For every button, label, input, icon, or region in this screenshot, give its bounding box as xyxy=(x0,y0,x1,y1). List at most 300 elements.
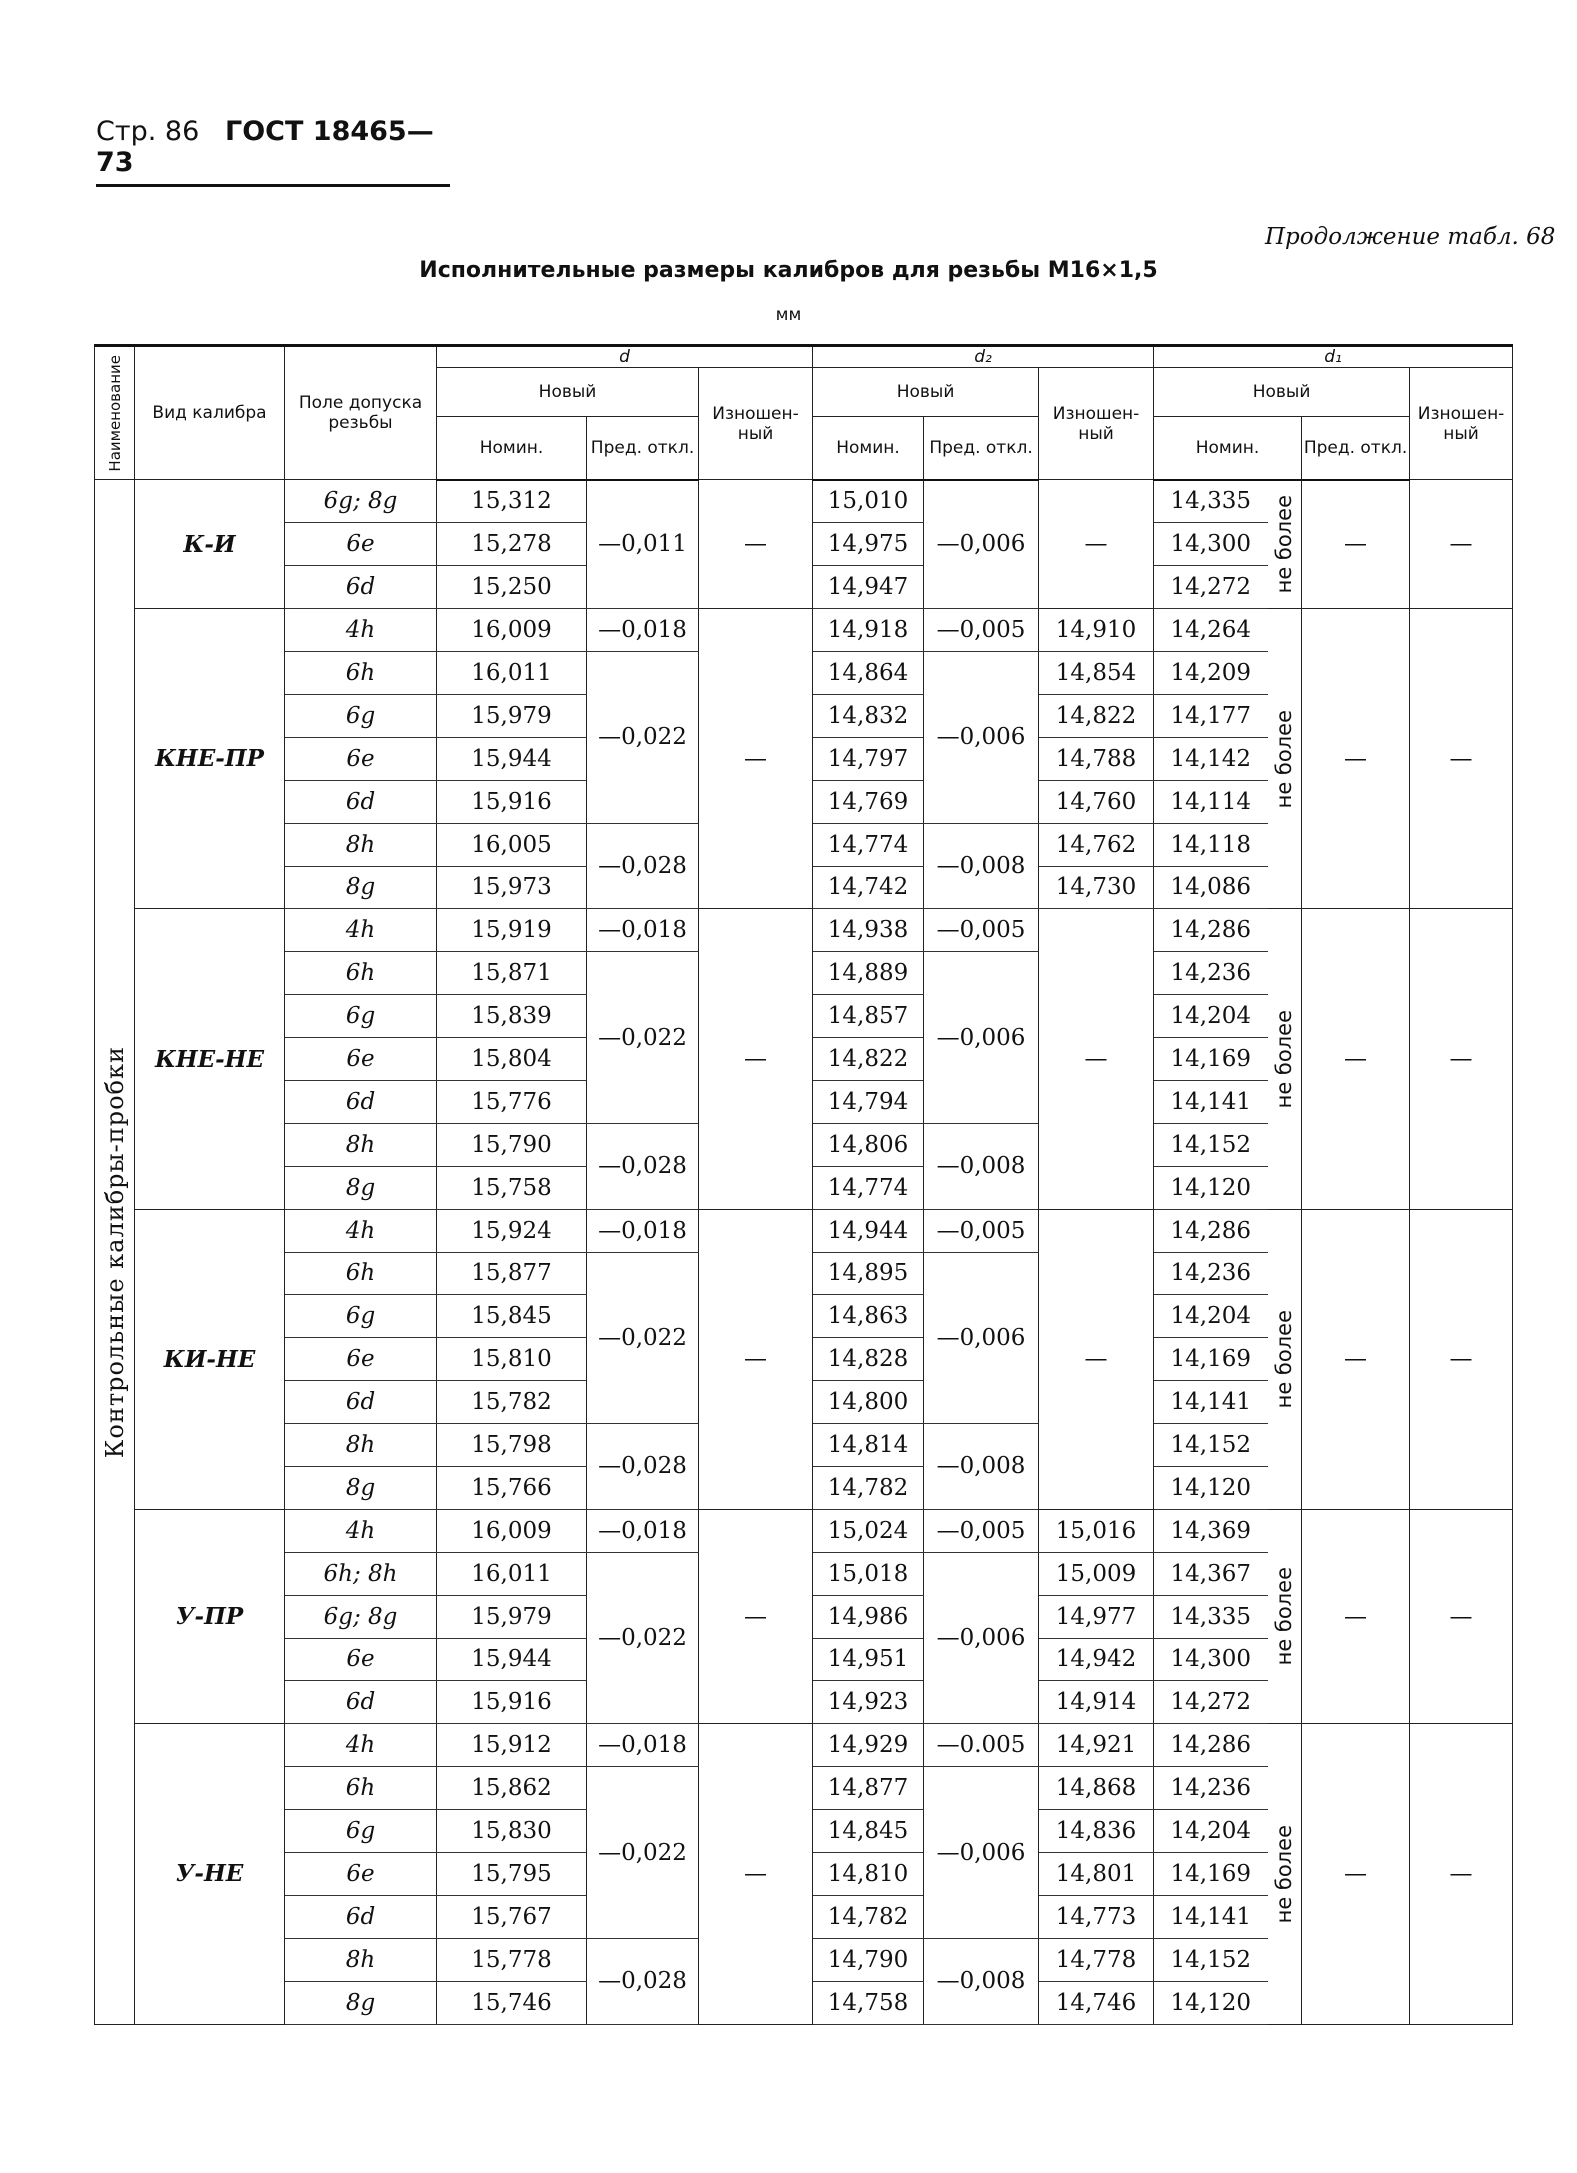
tolerance-field xyxy=(285,1895,437,1938)
tolerance-field xyxy=(285,1338,437,1381)
d2-deviation: —0,005 xyxy=(924,1209,1039,1252)
d2-nominal: 14,774 xyxy=(813,1166,924,1209)
d1-nominal: 14,169 xyxy=(1154,1853,1268,1896)
d2-deviation: —0,008 xyxy=(924,1424,1039,1510)
header-d1-new: Новый xyxy=(1154,368,1410,417)
d-nominal: 15,871 xyxy=(437,952,587,995)
d-nominal: 15,798 xyxy=(437,1424,587,1467)
d2-nominal: 15,024 xyxy=(813,1509,924,1552)
tolerance-value: 6g xyxy=(345,1303,376,1330)
d2-worn-value: 14,778 xyxy=(1039,1938,1154,1981)
d-nominal: 16,009 xyxy=(437,609,587,652)
d1-worn: — xyxy=(1410,480,1513,609)
d1-nominal: 14,120 xyxy=(1154,1166,1268,1209)
d2-worn-value: 15,009 xyxy=(1039,1552,1154,1595)
table-row xyxy=(95,609,1513,652)
tolerance-value: 6h xyxy=(345,1260,376,1287)
table-title: Исполнительные размеры калибров для резьбы М16×1,5 xyxy=(419,258,1158,283)
header-d1-nominal: Номин. xyxy=(1154,416,1302,480)
d2-worn-value: 14,822 xyxy=(1039,694,1154,737)
d-nominal: 15,778 xyxy=(437,1938,587,1981)
table-body xyxy=(95,480,1513,2025)
d-nominal: 15,758 xyxy=(437,1166,587,1209)
d-nominal: 15,776 xyxy=(437,1080,587,1123)
not-more-text: не более xyxy=(1272,1009,1297,1109)
tolerance-field xyxy=(285,523,437,566)
header-d2-nominal: Номин. xyxy=(813,416,924,480)
tolerance-value: 6g; 8g xyxy=(323,1603,398,1630)
d1-deviation: — xyxy=(1302,1509,1410,1723)
d-deviation: —0,028 xyxy=(587,1938,699,2024)
header-name: Наименование xyxy=(95,346,135,480)
header-d2-worn: Изношен-ный xyxy=(1039,368,1154,480)
d1-nominal: 14,236 xyxy=(1154,1252,1268,1295)
d2-worn: — xyxy=(1039,1209,1154,1509)
not-more-text: не более xyxy=(1272,495,1297,594)
header-d-nominal: Номин. xyxy=(437,416,587,480)
d2-deviation: —0.005 xyxy=(924,1724,1039,1767)
d1-nominal: 14,120 xyxy=(1154,1981,1268,2024)
d1-nominal: 14,272 xyxy=(1154,1681,1268,1724)
d1-nominal: 14,300 xyxy=(1154,1638,1268,1681)
tolerance-field xyxy=(285,1724,437,1767)
d1-worn: — xyxy=(1410,1209,1513,1509)
d2-worn-value: 14,868 xyxy=(1039,1767,1154,1810)
d2-nominal: 14,794 xyxy=(813,1080,924,1123)
tolerance-field xyxy=(285,609,437,652)
tolerance-field xyxy=(285,1123,437,1166)
d2-nominal: 14,857 xyxy=(813,995,924,1038)
tolerance-field xyxy=(285,1681,437,1724)
d1-deviation: — xyxy=(1302,1209,1410,1509)
d1-nominal: 14,367 xyxy=(1154,1552,1268,1595)
d-worn: — xyxy=(699,480,813,609)
d2-worn-value: 14,773 xyxy=(1039,1895,1154,1938)
tolerance-field xyxy=(285,1595,437,1638)
d-deviation: —0,022 xyxy=(587,652,699,824)
d1-nominal: 14,118 xyxy=(1154,823,1268,866)
not-more-note xyxy=(1268,909,1302,1209)
d2-nominal: 14,877 xyxy=(813,1767,924,1810)
tolerance-field xyxy=(285,480,437,523)
tolerance-value: 8h xyxy=(345,1946,376,1973)
d-nominal: 15,973 xyxy=(437,866,587,909)
d2-worn: — xyxy=(1039,480,1154,609)
d2-deviation: —0,008 xyxy=(924,823,1039,909)
tolerance-field xyxy=(285,1938,437,1981)
table-unit: мм xyxy=(775,305,802,325)
gauge-name: У-НЕ xyxy=(135,1724,285,2024)
page-number: Стр. 86 xyxy=(96,116,200,147)
tolerance-value: 6d xyxy=(345,1689,376,1716)
d1-nominal: 14,152 xyxy=(1154,1123,1268,1166)
d2-nominal: 14,814 xyxy=(813,1424,924,1467)
tolerance-value: 8h xyxy=(345,1432,376,1459)
d2-nominal: 14,790 xyxy=(813,1938,924,1981)
d-nominal: 15,795 xyxy=(437,1853,587,1896)
tolerance-field xyxy=(285,1552,437,1595)
gauge-dimensions-table xyxy=(94,344,1513,2025)
d2-worn-value: 14,977 xyxy=(1039,1595,1154,1638)
tolerance-field xyxy=(285,1767,437,1810)
tolerance-value: 6e xyxy=(346,1646,375,1673)
not-more-note xyxy=(1268,609,1302,909)
d2-nominal: 14,938 xyxy=(813,909,924,952)
header-d1-worn: Изношен-ный xyxy=(1410,368,1513,480)
d2-nominal: 14,975 xyxy=(813,523,924,566)
d2-nominal: 14,782 xyxy=(813,1895,924,1938)
d2-worn-value: 14,942 xyxy=(1039,1638,1154,1681)
not-more-text: не более xyxy=(1272,1567,1297,1666)
d1-worn: — xyxy=(1410,909,1513,1209)
d-nominal: 15,912 xyxy=(437,1724,587,1767)
header-d2-new: Новый xyxy=(813,368,1039,417)
d2-nominal: 14,832 xyxy=(813,694,924,737)
tolerance-field xyxy=(285,1252,437,1295)
d2-deviation: —0,006 xyxy=(924,480,1039,609)
tolerance-field xyxy=(285,1509,437,1552)
header-d: d xyxy=(437,346,813,368)
not-more-text: не более xyxy=(1272,1310,1297,1409)
d2-worn-value: 15,016 xyxy=(1039,1509,1154,1552)
d2-nominal: 14,758 xyxy=(813,1981,924,2024)
tolerance-value: 8g xyxy=(345,1174,376,1201)
table-row xyxy=(95,1509,1513,1552)
d2-worn-value: 14,914 xyxy=(1039,1681,1154,1724)
d2-worn-value: 14,854 xyxy=(1039,652,1154,695)
d1-nominal: 14,236 xyxy=(1154,1767,1268,1810)
d-worn: — xyxy=(699,909,813,1209)
tolerance-value: 6h xyxy=(345,960,376,987)
d2-nominal: 14,806 xyxy=(813,1123,924,1166)
d1-nominal: 14,335 xyxy=(1154,480,1268,523)
standard-number: ГОСТ 18465—73 xyxy=(96,116,434,178)
tolerance-value: 4h xyxy=(345,1517,376,1544)
d2-nominal: 14,774 xyxy=(813,823,924,866)
d1-nominal: 14,152 xyxy=(1154,1424,1268,1467)
tolerance-value: 8g xyxy=(345,1474,376,1501)
d2-worn-value: 14,788 xyxy=(1039,737,1154,780)
group-label-text: Контрольные калибры-пробки xyxy=(100,1045,129,1458)
tolerance-field xyxy=(285,1466,437,1509)
tolerance-field xyxy=(285,652,437,695)
d2-nominal: 14,889 xyxy=(813,952,924,995)
d1-worn: — xyxy=(1410,1509,1513,1723)
tolerance-value: 6d xyxy=(345,1088,376,1115)
header-d-new: Новый xyxy=(437,368,699,417)
tolerance-field xyxy=(285,909,437,952)
d-deviation: —0,022 xyxy=(587,952,699,1124)
d-nominal: 15,782 xyxy=(437,1381,587,1424)
d-deviation: —0,022 xyxy=(587,1767,699,1939)
header-d2-deviation: Пред. откл. xyxy=(924,416,1039,480)
tolerance-field xyxy=(285,1295,437,1338)
d-nominal: 15,979 xyxy=(437,694,587,737)
d-nominal: 15,845 xyxy=(437,1295,587,1338)
d2-nominal: 14,845 xyxy=(813,1810,924,1853)
d-worn: — xyxy=(699,1509,813,1723)
d1-nominal: 14,300 xyxy=(1154,523,1268,566)
d2-worn: — xyxy=(1039,909,1154,1209)
d-deviation: —0,018 xyxy=(587,909,699,952)
d-worn: — xyxy=(699,1209,813,1509)
tolerance-value: 4h xyxy=(345,1217,376,1244)
tolerance-value: 6e xyxy=(346,1046,375,1073)
d1-nominal: 14,264 xyxy=(1154,609,1268,652)
tolerance-value: 6e xyxy=(346,1860,375,1887)
d-nominal: 15,790 xyxy=(437,1123,587,1166)
d2-deviation: —0,006 xyxy=(924,1252,1039,1424)
d2-worn-value: 14,762 xyxy=(1039,823,1154,866)
d2-nominal: 14,918 xyxy=(813,609,924,652)
not-more-note xyxy=(1268,1509,1302,1723)
d1-deviation: — xyxy=(1302,480,1410,609)
d2-worn-value: 14,921 xyxy=(1039,1724,1154,1767)
d2-deviation: —0,005 xyxy=(924,609,1039,652)
tolerance-field xyxy=(285,1853,437,1896)
gauge-name: КИ-НЕ xyxy=(135,1209,285,1509)
d-deviation: —0,022 xyxy=(587,1252,699,1424)
tolerance-value: 6g xyxy=(345,702,376,729)
d1-nominal: 14,142 xyxy=(1154,737,1268,780)
tolerance-field xyxy=(285,823,437,866)
tolerance-field xyxy=(285,995,437,1038)
d2-deviation: —0,005 xyxy=(924,909,1039,952)
d1-nominal: 14,286 xyxy=(1154,1209,1268,1252)
not-more-note xyxy=(1268,1209,1302,1509)
d2-nominal: 14,895 xyxy=(813,1252,924,1295)
d-worn: — xyxy=(699,1724,813,2024)
tolerance-value: 6d xyxy=(345,788,376,815)
d1-deviation: — xyxy=(1302,1724,1410,2024)
d-nominal: 15,944 xyxy=(437,1638,587,1681)
d1-nominal: 14,204 xyxy=(1154,1295,1268,1338)
tolerance-value: 8h xyxy=(345,1131,376,1158)
gauge-name: КНЕ-НЕ xyxy=(135,909,285,1209)
d2-nominal: 14,742 xyxy=(813,866,924,909)
d2-worn-value: 14,910 xyxy=(1039,609,1154,652)
tolerance-field xyxy=(285,866,437,909)
tolerance-field xyxy=(285,694,437,737)
d-nominal: 15,804 xyxy=(437,1038,587,1081)
d2-nominal: 14,986 xyxy=(813,1595,924,1638)
d-nominal: 15,979 xyxy=(437,1595,587,1638)
d-nominal: 15,862 xyxy=(437,1767,587,1810)
d-nominal: 15,312 xyxy=(437,480,587,523)
d1-nominal: 14,141 xyxy=(1154,1895,1268,1938)
header-tolerance: Поле допуска резьбы xyxy=(285,346,437,480)
d2-deviation: —0,006 xyxy=(924,652,1039,824)
not-more-note xyxy=(1268,480,1302,609)
tolerance-field xyxy=(285,1981,437,2024)
d2-worn-value: 14,730 xyxy=(1039,866,1154,909)
d1-nominal: 14,272 xyxy=(1154,566,1268,609)
not-more-text: не более xyxy=(1272,1824,1297,1924)
header-d-worn: Изношен-ный xyxy=(699,368,813,480)
d2-deviation: —0,006 xyxy=(924,1552,1039,1724)
tolerance-value: 6e xyxy=(346,531,375,558)
d2-deviation: —0,006 xyxy=(924,1767,1039,1939)
d-nominal: 16,005 xyxy=(437,823,587,866)
gauge-name: КНЕ-ПР xyxy=(135,609,285,909)
d1-nominal: 14,209 xyxy=(1154,652,1268,695)
d-deviation: —0,018 xyxy=(587,1209,699,1252)
d-nominal: 15,919 xyxy=(437,909,587,952)
d-deviation: —0,018 xyxy=(587,1509,699,1552)
d1-worn: — xyxy=(1410,1724,1513,2024)
d-nominal: 15,250 xyxy=(437,566,587,609)
tolerance-field xyxy=(285,1424,437,1467)
d2-nominal: 14,797 xyxy=(813,737,924,780)
d-nominal: 15,877 xyxy=(437,1252,587,1295)
header-d1-deviation: Пред. откл. xyxy=(1302,416,1410,480)
d1-nominal: 14,169 xyxy=(1154,1338,1268,1381)
d1-nominal: 14,286 xyxy=(1154,1724,1268,1767)
d2-nominal: 15,010 xyxy=(813,480,924,523)
header-d1: d₁ xyxy=(1154,346,1513,368)
d-nominal: 15,924 xyxy=(437,1209,587,1252)
d1-nominal: 14,141 xyxy=(1154,1080,1268,1123)
d-nominal: 15,830 xyxy=(437,1810,587,1853)
d2-nominal: 15,018 xyxy=(813,1552,924,1595)
d-nominal: 15,746 xyxy=(437,1981,587,2024)
tolerance-value: 6e xyxy=(346,745,375,772)
tolerance-value: 6e xyxy=(346,1346,375,1373)
table-row xyxy=(95,1209,1513,1252)
d-nominal: 15,767 xyxy=(437,1895,587,1938)
tolerance-value: 6h xyxy=(345,660,376,686)
d1-nominal: 14,177 xyxy=(1154,694,1268,737)
d-nominal: 16,009 xyxy=(437,1509,587,1552)
d1-deviation: — xyxy=(1302,609,1410,909)
d-nominal: 15,916 xyxy=(437,780,587,823)
d2-deviation: —0,006 xyxy=(924,952,1039,1124)
d1-nominal: 14,141 xyxy=(1154,1381,1268,1424)
tolerance-field xyxy=(285,1166,437,1209)
d2-nominal: 14,863 xyxy=(813,1295,924,1338)
tolerance-value: 6g xyxy=(345,1818,376,1845)
tolerance-field xyxy=(285,1381,437,1424)
d2-worn-value: 14,746 xyxy=(1039,1981,1154,2024)
page-header xyxy=(96,116,450,187)
d-deviation: —0,018 xyxy=(587,1724,699,1767)
d-deviation: —0,018 xyxy=(587,609,699,652)
d-nominal: 15,278 xyxy=(437,523,587,566)
d2-nominal: 14,822 xyxy=(813,1038,924,1081)
d2-worn-value: 14,836 xyxy=(1039,1810,1154,1853)
d-deviation: —0,011 xyxy=(587,480,699,609)
table-continuation-note: Продолжение табл. 68 xyxy=(1265,224,1556,250)
d1-nominal: 14,114 xyxy=(1154,780,1268,823)
tolerance-field xyxy=(285,1080,437,1123)
d-nominal: 15,839 xyxy=(437,995,587,1038)
tolerance-field xyxy=(285,1810,437,1853)
tolerance-field xyxy=(285,566,437,609)
d-deviation: —0,028 xyxy=(587,1123,699,1209)
header-gauge-type: Вид калибра xyxy=(135,346,285,480)
d2-nominal: 14,864 xyxy=(813,652,924,695)
not-more-note xyxy=(1268,1724,1302,2024)
d1-nominal: 14,152 xyxy=(1154,1938,1268,1981)
gauge-name: К-И xyxy=(135,480,285,609)
d2-worn-value: 14,760 xyxy=(1039,780,1154,823)
d-deviation: —0,028 xyxy=(587,823,699,909)
d2-nominal: 14,810 xyxy=(813,1853,924,1896)
d-deviation: —0,028 xyxy=(587,1424,699,1510)
d-worn: — xyxy=(699,609,813,909)
d-nominal: 16,011 xyxy=(437,1552,587,1595)
d2-deviation: —0,008 xyxy=(924,1123,1039,1209)
d1-worn: — xyxy=(1410,609,1513,909)
d1-nominal: 14,286 xyxy=(1154,909,1268,952)
d-deviation: —0,022 xyxy=(587,1552,699,1724)
d1-nominal: 14,169 xyxy=(1154,1038,1268,1081)
tolerance-field xyxy=(285,1209,437,1252)
tolerance-value: 6h; 8h xyxy=(323,1560,398,1587)
d2-nominal: 14,947 xyxy=(813,566,924,609)
tolerance-value: 6d xyxy=(345,1389,376,1416)
table-row xyxy=(95,909,1513,952)
d1-nominal: 14,086 xyxy=(1154,866,1268,909)
tolerance-field xyxy=(285,737,437,780)
d-nominal: 16,011 xyxy=(437,652,587,695)
d-nominal: 15,944 xyxy=(437,737,587,780)
d2-deviation: —0,008 xyxy=(924,1938,1039,2024)
d2-nominal: 14,828 xyxy=(813,1338,924,1381)
tolerance-value: 6g xyxy=(345,1003,376,1030)
d2-nominal: 14,782 xyxy=(813,1466,924,1509)
header-d2: d₂ xyxy=(813,346,1154,368)
table-row xyxy=(95,480,1513,523)
tolerance-value: 8g xyxy=(345,1989,376,2016)
d2-worn-value: 14,801 xyxy=(1039,1853,1154,1896)
tolerance-value: 4h xyxy=(345,617,376,644)
tolerance-value: 8h xyxy=(345,831,376,858)
d2-deviation: —0,005 xyxy=(924,1509,1039,1552)
d2-nominal: 14,769 xyxy=(813,780,924,823)
tolerance-value: 6h xyxy=(345,1775,376,1802)
d1-nominal: 14,335 xyxy=(1154,1595,1268,1638)
tolerance-value: 8g xyxy=(345,874,376,901)
header-d-deviation: Пред. откл. xyxy=(587,416,699,480)
d2-nominal: 14,800 xyxy=(813,1381,924,1424)
tolerance-value: 6g; 8g xyxy=(323,488,398,515)
d1-nominal: 14,120 xyxy=(1154,1466,1268,1509)
d2-nominal: 14,929 xyxy=(813,1724,924,1767)
d2-nominal: 14,951 xyxy=(813,1638,924,1681)
tolerance-value: 6d xyxy=(345,574,376,601)
not-more-text: не более xyxy=(1272,709,1297,808)
d2-nominal: 14,944 xyxy=(813,1209,924,1252)
d2-nominal: 14,923 xyxy=(813,1681,924,1724)
group-label xyxy=(95,480,135,2025)
tolerance-field xyxy=(285,1038,437,1081)
d-nominal: 15,916 xyxy=(437,1681,587,1724)
tolerance-field xyxy=(285,1638,437,1681)
d1-nominal: 14,236 xyxy=(1154,952,1268,995)
tolerance-value: 4h xyxy=(345,917,376,944)
tolerance-value: 6d xyxy=(345,1903,376,1930)
gauge-name: У-ПР xyxy=(135,1509,285,1723)
d1-nominal: 14,204 xyxy=(1154,995,1268,1038)
tolerance-value: 4h xyxy=(345,1732,376,1759)
d1-nominal: 14,204 xyxy=(1154,1810,1268,1853)
d1-deviation: — xyxy=(1302,909,1410,1209)
d-nominal: 15,810 xyxy=(437,1338,587,1381)
table-row xyxy=(95,1724,1513,1767)
d-nominal: 15,766 xyxy=(437,1466,587,1509)
tolerance-field xyxy=(285,780,437,823)
